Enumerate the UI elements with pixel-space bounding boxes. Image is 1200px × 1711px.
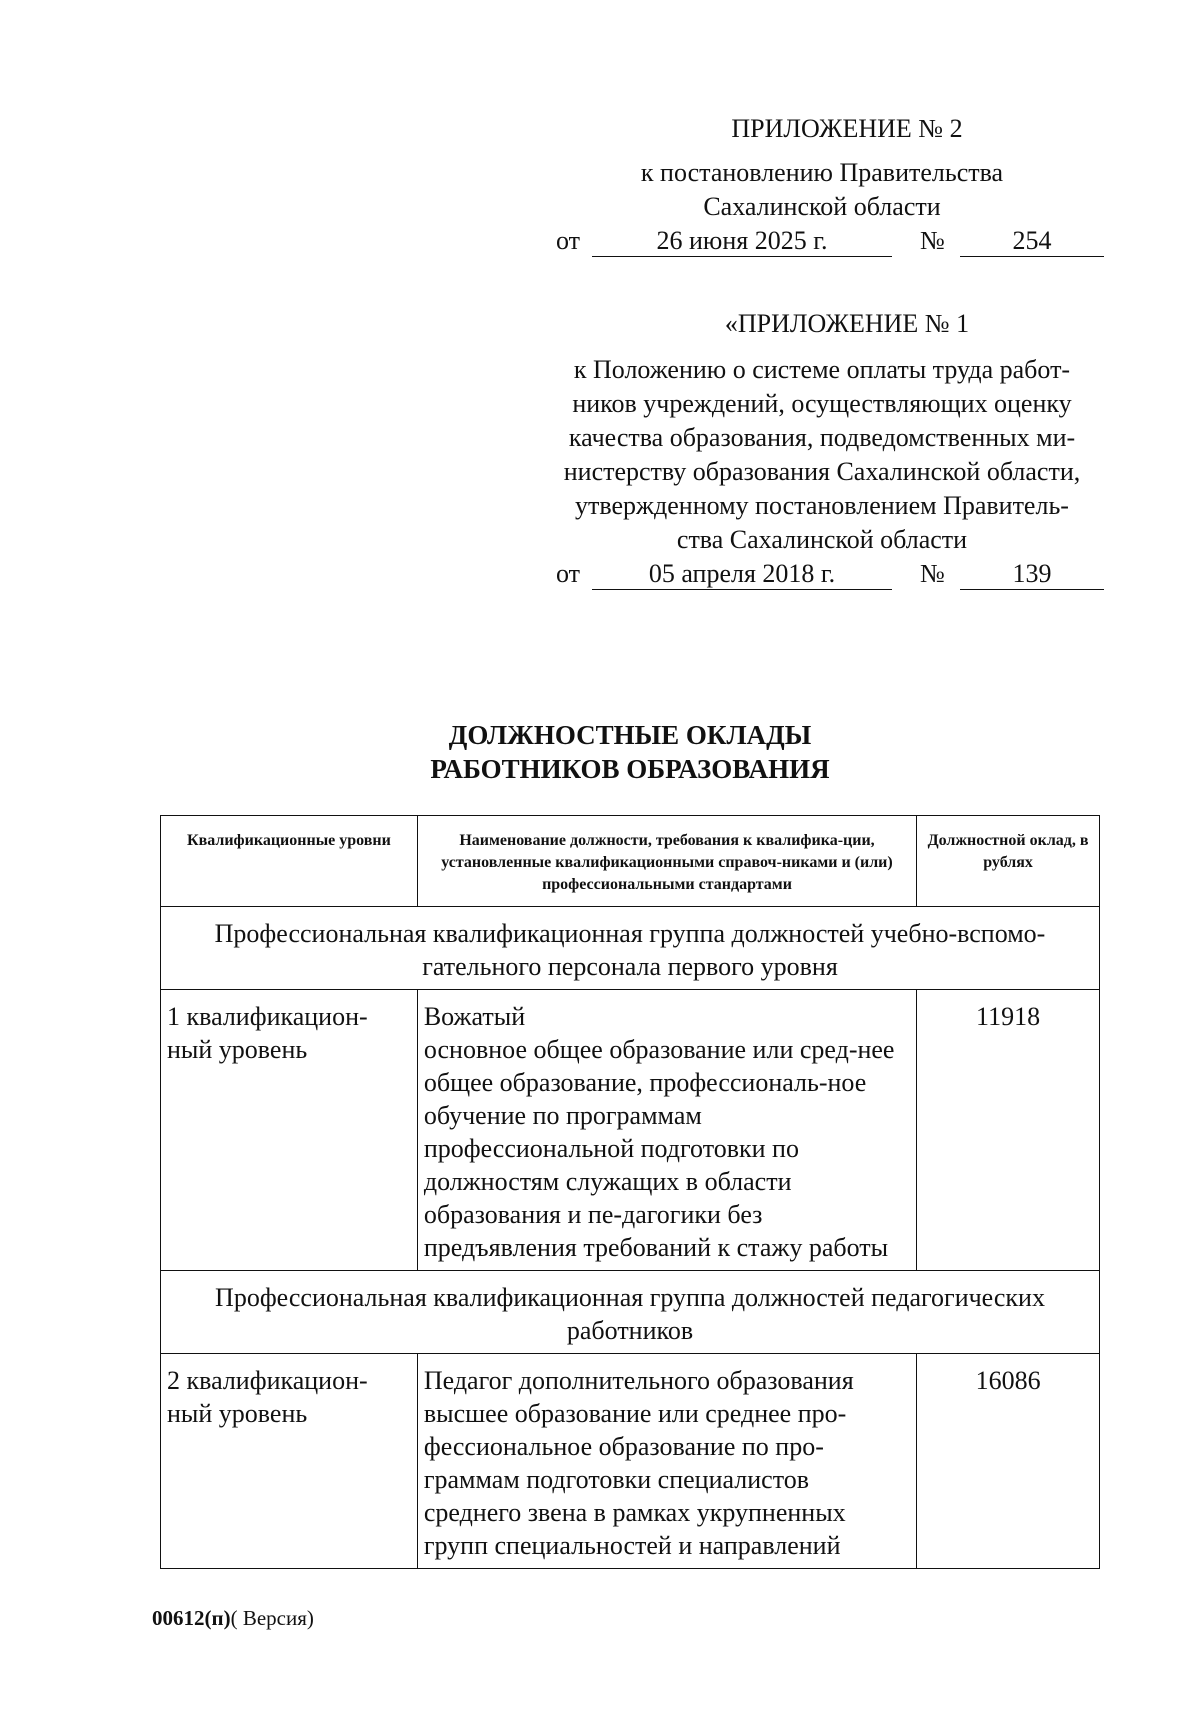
appendix-1-block bbox=[540, 307, 1104, 591]
appendix-2-num-label: № bbox=[920, 226, 945, 255]
position-cell-2 bbox=[417, 1354, 916, 1569]
position-name-1: Вожатый bbox=[423, 1002, 526, 1031]
appendix-1-line-4: нистерству образования Сахалинской области, bbox=[563, 457, 1081, 486]
appendix-2-title: ПРИЛОЖЕНИЕ № 2 bbox=[731, 114, 963, 143]
salary-value-1: 11918 bbox=[917, 990, 1100, 1271]
appendix-1-num-label: № bbox=[920, 559, 945, 588]
document-heading bbox=[150, 718, 1110, 786]
group-row bbox=[161, 1271, 1100, 1354]
salary-value-2: 16086 bbox=[917, 1354, 1100, 1569]
document-code bbox=[152, 1606, 314, 1631]
appendix-2-line-1: к постановлению Правительства bbox=[640, 158, 1004, 187]
appendix-1-line-6: ства Сахалинской области bbox=[676, 525, 968, 554]
table-row bbox=[161, 990, 1100, 1271]
heading-line-1: ДОЛЖНОСТНЫЕ ОКЛАДЫ bbox=[448, 720, 812, 750]
group-title-1: Профессиональная квалификационная группа должностей учебно-вспомо-гательного персонала первого уровня bbox=[161, 907, 1100, 990]
appendix-1-title: «ПРИЛОЖЕНИЕ № 1 bbox=[724, 309, 970, 338]
appendix-2-date-row bbox=[540, 224, 1104, 258]
table-row bbox=[161, 1354, 1100, 1569]
appendix-1-number: 139 bbox=[960, 557, 1104, 590]
appendix-2-number: 254 bbox=[960, 224, 1104, 257]
position-name-2: Педагог дополнительного образования bbox=[423, 1366, 854, 1395]
appendix-1-line-1: к Положению о системе оплаты труда работ- bbox=[573, 355, 1071, 384]
heading-line-2: РАБОТНИКОВ ОБРАЗОВАНИЯ bbox=[430, 754, 830, 784]
salary-table bbox=[160, 815, 1100, 1569]
header-salary: Должностной оклад, в рублях bbox=[917, 816, 1100, 907]
appendix-1-date: 05 апреля 2018 г. bbox=[592, 557, 892, 590]
table-header-row bbox=[161, 816, 1100, 907]
appendix-2-from-label: от bbox=[556, 226, 581, 255]
appendix-2-date: 26 июня 2025 г. bbox=[592, 224, 892, 257]
appendix-2-line-2: Сахалинской области bbox=[703, 192, 941, 221]
qualification-level-1: 1 квалификацион-ный уровень bbox=[161, 990, 418, 1271]
position-requirements-1: основное общее образование или сред-нее общее образование, профессиональ-ное обучение по программам профессиональной подготовки по должностям служащих в области образования и пе-дагогики без предъявления требований к стажу работы bbox=[423, 1035, 895, 1262]
qualification-level-2: 2 квалификацион-ный уровень bbox=[161, 1354, 418, 1569]
header-levels: Квалификационные уровни bbox=[161, 816, 418, 907]
position-requirements-2: высшее образование или среднее про-фессиональное образование по про-граммам подготовки специалистов среднего звена в рамках укрупненных групп специальностей и направлений bbox=[423, 1399, 847, 1560]
header-position: Наименование должности, требования к квалифика-ции, установленные квалификационными справоч-никами и (или) профессиональными стандартами bbox=[417, 816, 916, 907]
document-version: ( Версия) bbox=[230, 1606, 314, 1630]
appendix-1-line-5: утвержденному постановлением Правитель- bbox=[575, 491, 1069, 520]
group-title-2: Профессиональная квалификационная группа должностей педагогических работников bbox=[161, 1271, 1100, 1354]
position-cell-1 bbox=[417, 990, 916, 1271]
appendix-1-line-3: качества образования, подведомственных ми- bbox=[568, 423, 1076, 452]
document-code-number: 00612(п) bbox=[152, 1606, 231, 1630]
appendix-1-from-label: от bbox=[556, 559, 581, 588]
appendix-1-line-2: ников учреждений, осуществляющих оценку bbox=[572, 389, 1072, 418]
appendix-2-block bbox=[540, 112, 1104, 258]
appendix-1-date-row bbox=[540, 557, 1104, 591]
group-row bbox=[161, 907, 1100, 990]
